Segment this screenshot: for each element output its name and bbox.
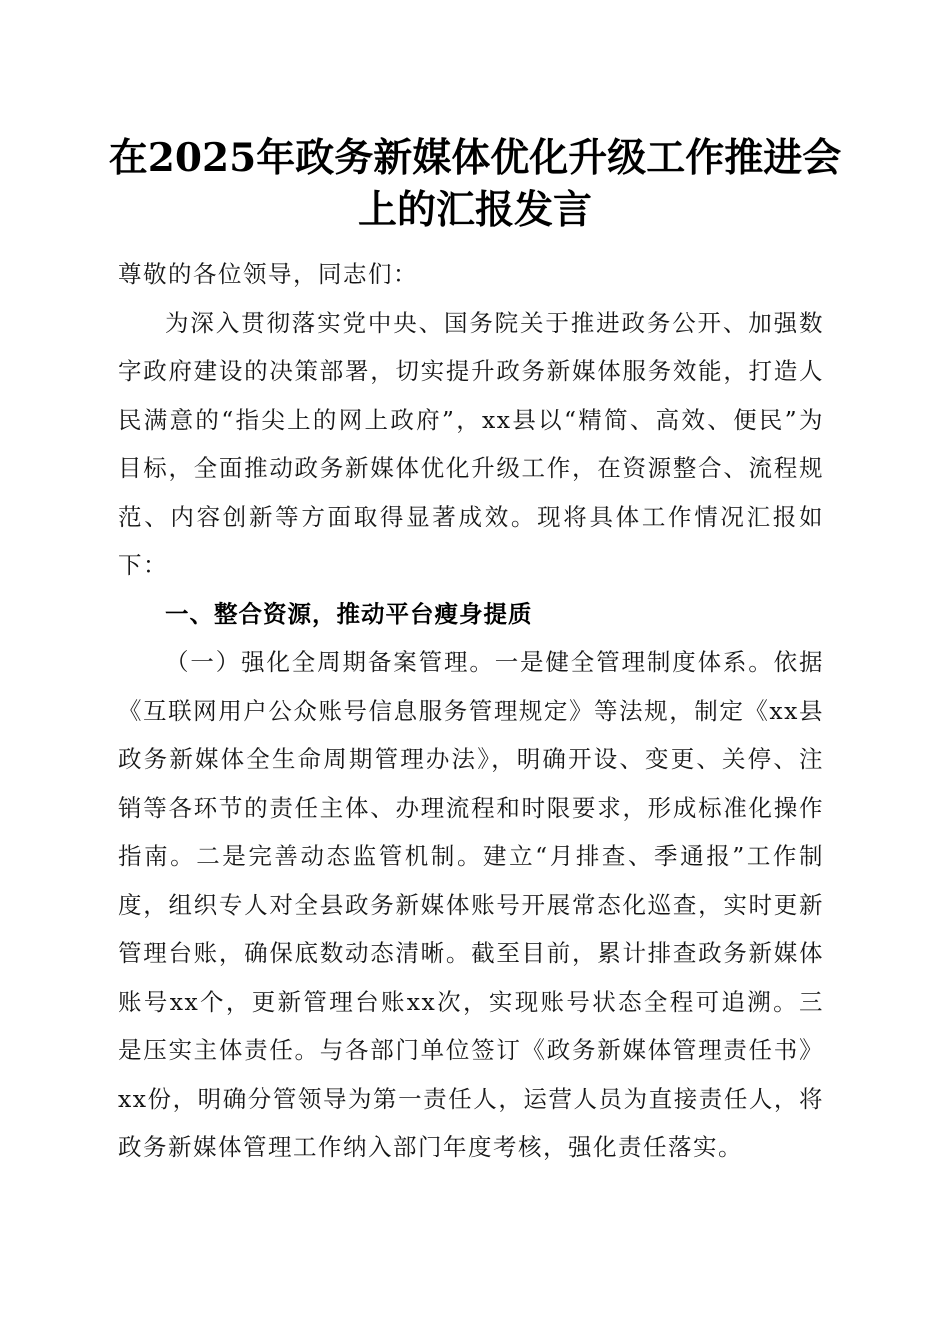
subsection-title: （一）强化全周期备案管理。 — [165, 648, 495, 676]
document-body — [118, 250, 824, 1172]
document-title: 在2025年政务新媒体优化升级工作推进会上的汇报发言 — [108, 135, 842, 233]
section-heading: 一、整合资源，推动平台瘦身提质 — [165, 599, 533, 628]
salutation: 尊敬的各位领导，同志们： — [118, 260, 418, 288]
subsection-paragraph — [118, 638, 824, 1172]
intro-paragraph: 为深入贯彻落实党中央、国务院关于推进政务公开、加强数字政府建设的决策部署，切实提升政务新媒体服务效能，打造人民满意的“指尖上的网上政府”，xx县以“精简、高效、便民”为目标，全面推动政务新媒体优化升级工作，在资源整合、流程规范、内容创新等方面取得显著成效。现将具体工作情况汇报如下： — [118, 308, 824, 579]
subsection-body: 一是健全管理制度体系。依据《互联网用户公众账号信息服务管理规定》等法规，制定《xx县政务新媒体全生命周期管理办法》，明确开设、变更、关停、注销等各环节的责任主体、办理流程和时限要求，形成标准化操作指南。二是完善动态监管机制。建立“月排查、季通报”工作制度，组织专人对全县政务新媒体账号开展常态化巡查，实时更新管理台账，确保底数动态清晰。截至目前，累计排查政务新媒体账号xx个，更新管理台账xx次，实现账号状态全程可追溯。三是压实主体责任。与各部门单位签订《政务新媒体管理责任书》xx份，明确分管领导为第一责任人，运营人员为直接责任人，将政务新媒体管理工作纳入部门年度考核，强化责任落实。 — [118, 648, 825, 1161]
